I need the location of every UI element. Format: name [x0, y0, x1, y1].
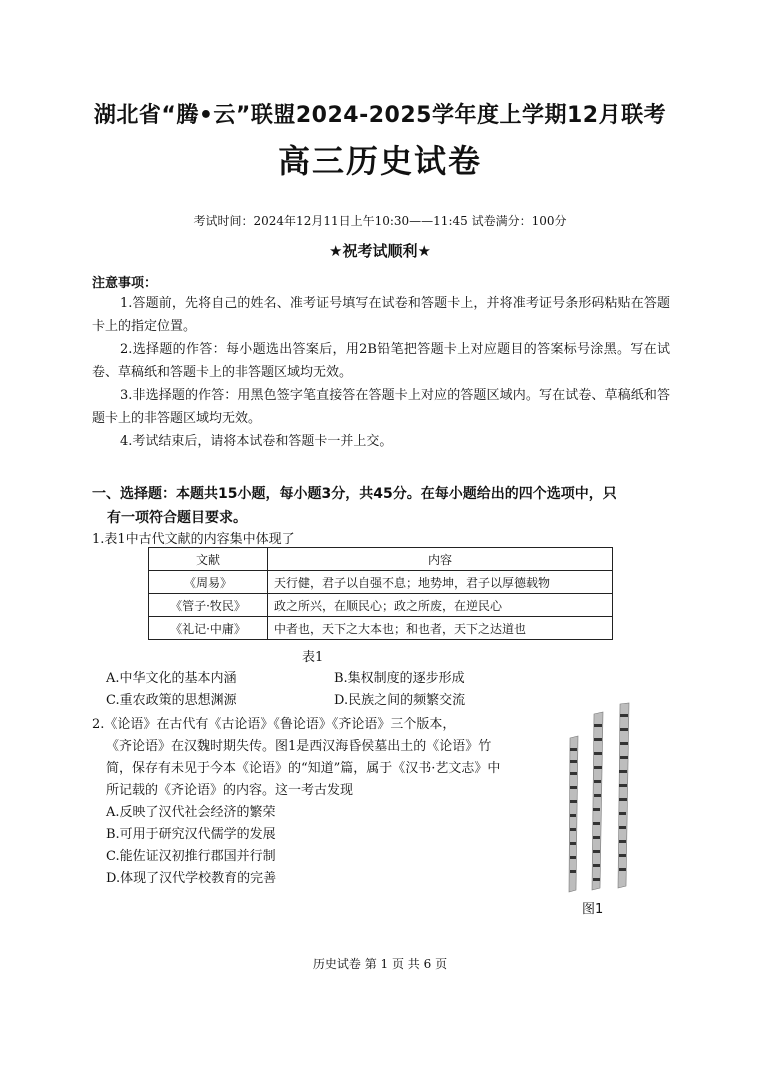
question-2-stem: 2.《论语》在古代有《古论语》《鲁论语》《齐论语》三个版本，	[92, 717, 456, 732]
option-b: B.可用于研究汉代儒学的发展	[106, 827, 276, 842]
table-row	[149, 571, 613, 594]
bamboo-slips-figure	[560, 700, 640, 895]
page-footer: 历史试卷 第 1 页 共 6 页	[312, 957, 448, 971]
table-cell: 《管子·牧民》	[149, 594, 268, 617]
option-d: D.民族之间的频繁交流	[334, 693, 466, 708]
table-row	[149, 617, 613, 640]
table-cell: 《礼记·中庸》	[149, 617, 268, 640]
table-cell: 政之所兴，在顺民心；政之所废，在逆民心	[268, 594, 613, 617]
question-2	[92, 714, 512, 890]
section-heading	[92, 482, 682, 530]
figure-caption: 图1	[582, 902, 604, 917]
question-1-options	[106, 668, 562, 712]
section-heading-line1: 一、选择题：本题共15小题，每小题3分，共45分。在每小题给出的四个选项中，只	[92, 486, 617, 502]
section-heading-line2: 有一项符合题目要求。	[107, 510, 247, 526]
option-d: D.体现了汉代学校教育的完善	[106, 871, 277, 886]
question-1-stem: 1.表1中古代文献的内容集中体现了	[92, 532, 295, 547]
note-item: 3.非选择题的作答：用黑色签字笔直接答在答题卡上对应的答题区域内。写在试卷、草稿纸和答题卡上的非答题区域均无效。	[92, 388, 670, 426]
table-header-cell: 内容	[268, 548, 613, 571]
note-item: 2.选择题的作答：每小题选出答案后，用2B铅笔把答题卡上对应题目的答案标号涂黑。写在试卷、草稿纸和答题卡上的非答题区域均无效。	[92, 342, 670, 380]
table-header-cell: 文献	[149, 548, 268, 571]
table-1	[148, 547, 613, 640]
note-item: 4.考试结束后，请将本试卷和答题卡一并上交。	[120, 434, 393, 449]
option-a: A.反映了汉代社会经济的繁荣	[106, 805, 276, 820]
option-a: A.中华文化的基本内涵	[106, 671, 237, 686]
note-item: 1.答题前，先将自己的姓名、准考证号填写在试卷和答题卡上，并将准考证号条形码粘贴在答题卡上的指定位置。	[92, 296, 670, 334]
notes-list	[92, 292, 670, 453]
option-b: B.集权制度的逐步形成	[334, 671, 465, 686]
option-c: C.重农政策的思想渊源	[106, 693, 237, 708]
exam-title: 湖北省“腾•云”联盟2024-2025学年度上学期12月联考	[93, 103, 667, 128]
good-luck-line: ★祝考试顺利★	[329, 242, 431, 260]
table-cell: 《周易》	[149, 571, 268, 594]
table-row	[149, 594, 613, 617]
table-cell: 天行健，君子以自强不息；地势坤，君子以厚德载物	[268, 571, 613, 594]
table-caption: 表1	[302, 650, 324, 665]
paper-subject-title: 高三历史试卷	[277, 142, 482, 180]
notes-heading: 注意事项：	[92, 276, 158, 291]
question-2-stem-continued: 《齐论语》在汉魏时期失传。图1是西汉海昏侯墓出土的《论语》竹简，保存有未见于今本《论语》的“知道”篇，属于《汉书·艺文志》中所记载的《齐论语》的内容。这一考古发现	[106, 739, 501, 798]
option-c: C.能佐证汉初推行郡国并行制	[106, 849, 276, 864]
exam-info: 考试时间：2024年12月11日上午10:30——11:45 试卷满分：100分	[193, 214, 567, 228]
table-header-row	[149, 548, 613, 571]
table-cell: 中者也，天下之大本也；和也者，天下之达道也	[268, 617, 613, 640]
